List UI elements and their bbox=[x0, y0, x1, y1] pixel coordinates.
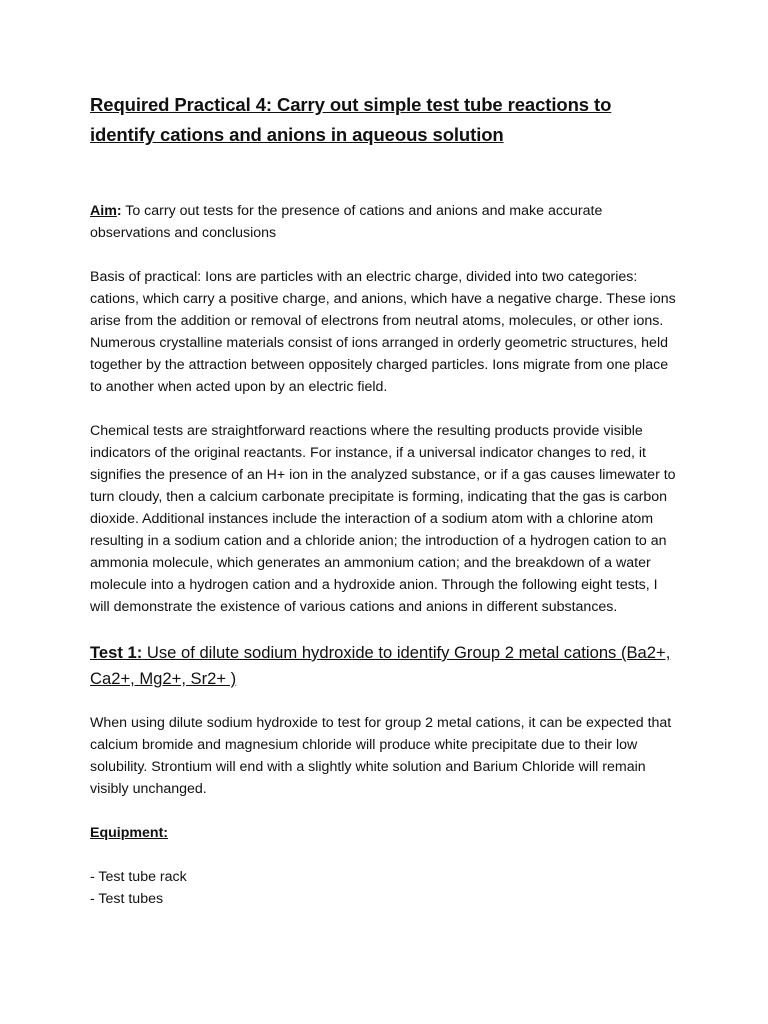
test1-label: Test 1: bbox=[90, 643, 143, 662]
test1-heading bbox=[90, 640, 680, 692]
chemical-tests-paragraph: Chemical tests are straightforward reactions where the resulting products provide visible indicators of the original reactants. For instance, if a universal indicator changes to red, it signifies the presence of an H+ ion in the analyzed substance, or if a gas causes limewater to turn cloudy, then a calcium carbonate precipitate is forming, indicating that the gas is carbon dioxide. Additional instances include the interaction of a sodium atom with a chlorine atom resulting in a sodium cation and a chloride anion; the introduction of a hydrogen cation to an ammonia molecule, which generates an ammonium cation; and the breakdown of a water molecule into a hydrogen cation and a hydroxide anion. Through the following eight tests, I will demonstrate the existence of various cations and anions in different substances. bbox=[90, 423, 676, 615]
aim-colon: : bbox=[116, 203, 122, 219]
list-item: - Test tubes bbox=[90, 891, 164, 907]
equipment-heading: Equipment: bbox=[90, 825, 169, 841]
aim-text: To carry out tests for the presence of cations and anions and make accurate observations and conclusions bbox=[90, 203, 603, 241]
document-title: Required Practical 4: Carry out simple test tube reactions to identify cations and anions in aqueous solution bbox=[90, 94, 612, 145]
list-item: - Test tube rack bbox=[90, 869, 187, 885]
document-page bbox=[90, 90, 680, 910]
aim-label: Aim bbox=[90, 203, 117, 219]
basis-paragraph: Basis of practical: Ions are particles with an electric charge, divided into two categories: cations, which carry a positive charge, and anions, which have a negative charge. These ions arise from the addition or removal of electrons from neutral atoms, molecules, or other ions. Numerous crystalline materials consist of ions arranged in orderly geometric structures, held together by the attraction between oppositely charged particles. Ions migrate from one place to another when acted upon by an electric field. bbox=[90, 269, 676, 395]
aim-section bbox=[90, 200, 680, 244]
equipment-list bbox=[90, 866, 680, 910]
test1-heading-text: Use of dilute sodium hydroxide to identify Group 2 metal cations (Ba2+, Ca2+, Mg2+, Sr2+ ) bbox=[90, 643, 671, 688]
test1-paragraph: When using dilute sodium hydroxide to test for group 2 metal cations, it can be expected that calcium bromide and magnesium chloride will produce white precipitate due to their low solubility. Strontium will end with a slightly white solution and Barium Chloride will remain visibly unchanged. bbox=[90, 715, 672, 797]
